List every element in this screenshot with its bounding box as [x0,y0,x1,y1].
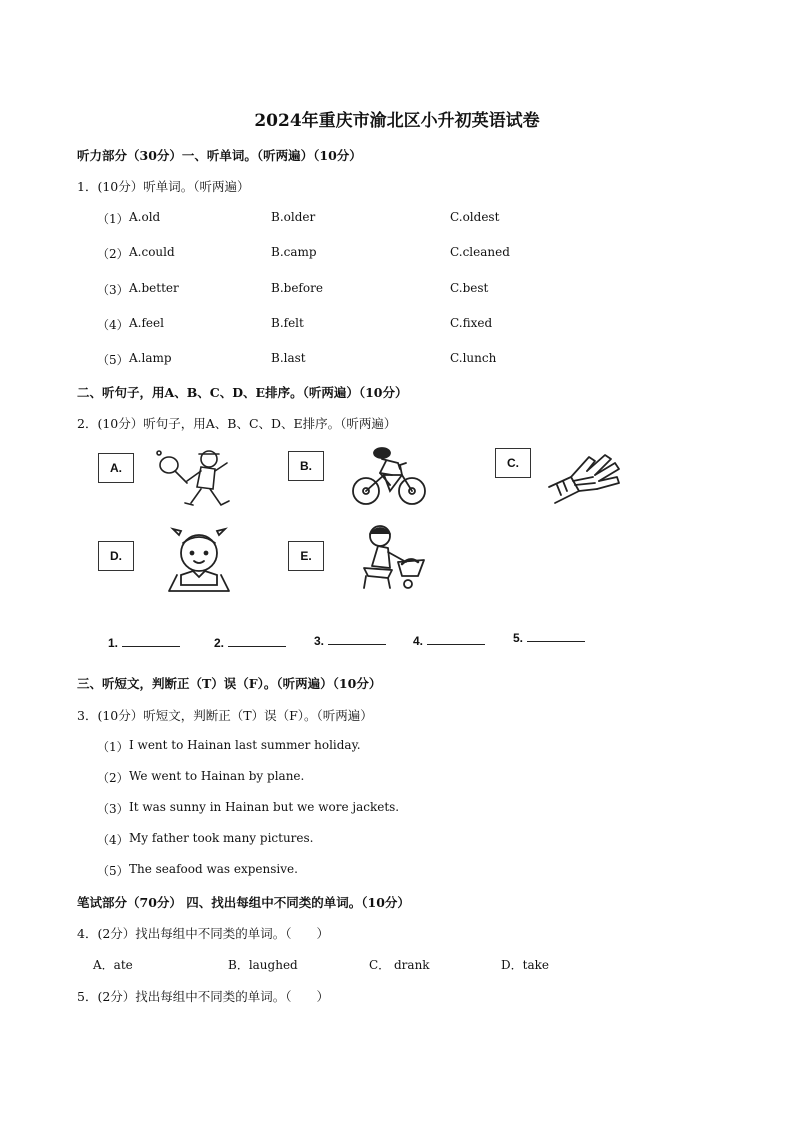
item-text: I went to Hainan last summer holiday. [129,738,361,752]
option-a: A.lamp [129,351,172,365]
item-text: We went to Hainan by plane. [129,769,305,783]
item-number: （3） [97,802,129,816]
blank-number: 1. [108,636,119,650]
answer-blank-5[interactable] [513,631,585,645]
badminton-player-icon [155,445,237,511]
section-heading-listening-words: 听力部分（30分）一、听单词。（听两遍）（10分） [77,148,362,163]
option-b: B.last [271,351,306,365]
question-5-stem: 5．(2分）找出每组中不同类的单词。（ ） [77,989,330,1004]
answer-blank-1[interactable] [108,636,180,650]
option-c: C.lunch [450,351,497,365]
option-a: A.feel [129,316,164,330]
option-c: C.cleaned [450,245,510,259]
picture-label-c: C. [495,448,531,478]
girl-reading-icon [163,525,235,595]
blank-number: 3. [314,634,325,648]
option-number: （1） [97,212,129,226]
option-b: B.before [271,281,323,295]
option-a: A.could [129,245,175,259]
option-number: （2） [97,247,129,261]
option-b: B.felt [271,316,304,330]
item-number: （2） [97,771,129,785]
blank-number: 4. [413,634,424,648]
option-c: C.oldest [450,210,500,224]
section-heading-written-odd-one-out: 笔试部分（70分） 四、找出每组中不同类的单词。（10分） [77,895,410,910]
option-b: B.older [271,210,316,224]
question-3-stem: 3．(10分）听短文，判断正（T）误（F）。（听两遍） [77,708,373,723]
option-number: （4） [97,318,129,332]
blank-number: 5. [513,631,524,645]
cyclist-icon [350,445,428,509]
picture-label-d: D. [98,541,134,571]
answer-blank-3[interactable] [314,634,386,648]
option-c: C.best [450,281,489,295]
picture-label-a: A. [98,453,134,483]
page-title: 2024年重庆市渝北区小升初英语试卷 [254,111,540,131]
injured-hand-icon [545,447,625,509]
question-2-stem: 2．(10分）听句子，用A、B、C、D、E排序。（听两遍） [77,416,397,431]
item-text: The seafood was expensive. [129,862,298,876]
item-text: My father took many pictures. [129,831,314,845]
question-4-option-b[interactable]: B．laughed [228,958,298,972]
question-4-option-a[interactable]: A．ate [93,958,133,972]
option-a: A.better [129,281,179,295]
question-1-stem: 1．(10分）听单词。（听两遍） [77,179,250,194]
item-number: （5） [97,864,129,878]
option-b: B.camp [271,245,317,259]
answer-blank-4[interactable] [413,634,485,648]
item-number: （4） [97,833,129,847]
blank-number: 2. [214,636,225,650]
answer-blank-2[interactable] [214,636,286,650]
question-4-option-d[interactable]: D．take [501,958,549,972]
girl-gardening-icon [352,522,430,594]
picture-label-e: E. [288,541,324,571]
question-4-stem: 4．(2分）找出每组中不同类的单词。（ ） [77,926,330,941]
section-heading-listening-sentences: 二、听句子，用A、B、C、D、E排序。（听两遍）（10分） [77,385,408,400]
item-text: It was sunny in Hainan but we wore jackets. [129,800,400,814]
option-c: C.fixed [450,316,493,330]
option-number: （3） [97,283,129,297]
picture-label-b: B. [288,451,324,481]
option-number: （5） [97,353,129,367]
section-heading-listening-passage: 三、听短文，判断正（T）误（F）。（听两遍）（10分） [77,676,382,691]
option-a: A.old [129,210,161,224]
question-4-option-c[interactable]: C． drank [369,958,430,972]
item-number: （1） [97,740,129,754]
